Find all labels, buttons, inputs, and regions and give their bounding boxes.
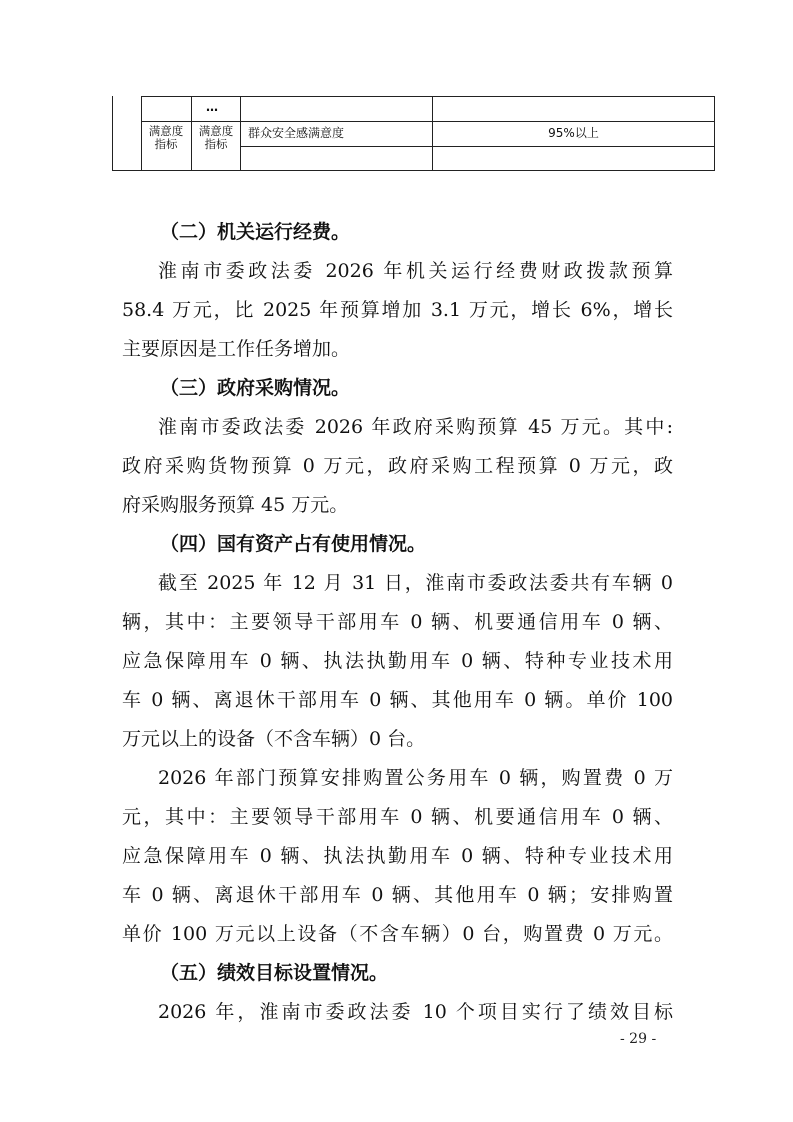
paragraph-line: 政府采购货物预算 0 万元，政府采购工程预算 0 万元，政 — [122, 455, 673, 477]
performance-table — [112, 96, 715, 171]
table-rule — [240, 96, 241, 171]
table-rule — [112, 170, 715, 171]
paragraph-line: 车 0 辆、离退休干部用车 0 辆、其他用车 0 辆。单价 100 — [122, 689, 673, 711]
section-heading: （四）国有资产占有使用情况。 — [160, 533, 427, 555]
table-rule — [714, 96, 715, 171]
paragraph-line: 单价 100 万元以上设备（不含车辆）0 台，购置费 0 万元。 — [122, 923, 673, 945]
level3-indicator-cell: 满意度指标 — [198, 124, 234, 151]
paragraph-line: 车 0 辆、离退休干部用车 0 辆、其他用车 0 辆；安排购置 — [122, 884, 673, 906]
table-rule — [112, 96, 113, 171]
paragraph-line: 元，其中：主要领导干部用车 0 辆、机要通信用车 0 辆、 — [122, 806, 673, 828]
paragraph-line: 应急保障用车 0 辆、执法执勤用车 0 辆、特种专业技术用 — [122, 845, 673, 867]
table-rule — [141, 96, 715, 97]
table-ellipsis: … — [206, 100, 218, 114]
page-number: - 29 - — [620, 1031, 657, 1047]
table-rule — [191, 96, 192, 171]
section-heading: （二）机关运行经费。 — [160, 221, 351, 243]
paragraph-line: 辆，其中：主要领导干部用车 0 辆、机要通信用车 0 辆、 — [122, 611, 673, 633]
table-rule — [141, 121, 715, 122]
paragraph-line: 截至 2025 年 12 月 31 日，淮南市委政法委共有车辆 0 — [158, 572, 673, 594]
paragraph-line: 淮南市委政法委 2026 年政府采购预算 45 万元。其中: — [158, 416, 673, 438]
indicator-value-cell: 95%以上 — [548, 126, 599, 140]
paragraph-line: 府采购服务预算 45 万元。 — [122, 494, 349, 516]
paragraph-line: 淮南市委政法委 2026 年机关运行经费财政拨款预算 — [158, 260, 673, 282]
paragraph-line: 2026 年部门预算安排购置公务用车 0 辆，购置费 0 万 — [158, 767, 673, 789]
table-rule — [240, 146, 715, 147]
paragraph-line: 主要原因是工作任务增加。 — [122, 338, 351, 360]
paragraph-line: 万元以上的设备（不含车辆）0 台。 — [122, 728, 426, 750]
section-heading: （三）政府采购情况。 — [160, 377, 351, 399]
level2-indicator-cell: 满意度指标 — [148, 124, 184, 151]
paragraph-line: 58.4 万元，比 2025 年预算增加 3.1 万元，增长 6%，增长 — [122, 299, 673, 321]
indicator-name-cell: 群众安全感满意度 — [248, 126, 345, 140]
paragraph-line: 应急保障用车 0 辆、执法执勤用车 0 辆、特种专业技术用 — [122, 650, 673, 672]
section-heading: （五）绩效目标设置情况。 — [160, 962, 389, 984]
paragraph-line: 2026 年，淮南市委政法委 10 个项目实行了绩效目标 — [158, 1001, 673, 1023]
table-rule — [141, 96, 142, 171]
